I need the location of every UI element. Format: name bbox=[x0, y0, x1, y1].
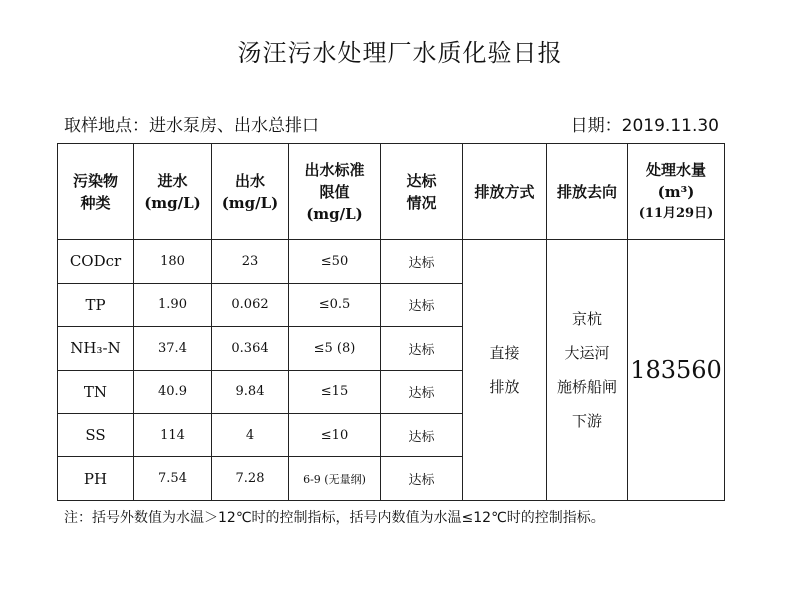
water-quality-table bbox=[57, 143, 725, 501]
sampling-location: 取样地点：进水泵房、出水总排口 bbox=[64, 116, 319, 136]
limit-value: ≤50 bbox=[289, 240, 381, 283]
pollutant-name: CODcr bbox=[58, 240, 134, 283]
limit-value: 6-9 (无量纲) bbox=[289, 457, 381, 501]
status-value: 达标 bbox=[381, 240, 463, 283]
inflow-value: 114 bbox=[134, 414, 212, 457]
outflow-value: 0.364 bbox=[212, 327, 289, 370]
table-row bbox=[58, 240, 725, 283]
report-date: 日期：2019.11.30 bbox=[570, 116, 719, 136]
outflow-value: 7.28 bbox=[212, 457, 289, 501]
limit-value: ≤15 bbox=[289, 370, 381, 413]
header-status: 达标 情况 bbox=[381, 144, 463, 240]
discharge-destination: 京杭 大运河 施桥船闸 下游 bbox=[547, 240, 628, 501]
pollutant-name: NH₃-N bbox=[58, 327, 134, 370]
page-title: 汤汪污水处理厂水质化验日报 bbox=[237, 39, 563, 67]
outflow-value: 4 bbox=[212, 414, 289, 457]
limit-value: ≤5 (8) bbox=[289, 327, 381, 370]
treated-volume: 183560 bbox=[628, 240, 725, 501]
status-value: 达标 bbox=[381, 283, 463, 326]
discharge-method: 直接 排放 bbox=[463, 240, 547, 501]
header-standard: 出水标准 限值 (mg/L) bbox=[289, 144, 381, 240]
inflow-value: 1.90 bbox=[134, 283, 212, 326]
limit-value: ≤0.5 bbox=[289, 283, 381, 326]
inflow-value: 180 bbox=[134, 240, 212, 283]
header-inflow: 进水 (mg/L) bbox=[134, 144, 212, 240]
status-value: 达标 bbox=[381, 457, 463, 501]
outflow-value: 23 bbox=[212, 240, 289, 283]
header-volume: 处理水量 (m³) (11月29日) bbox=[628, 144, 725, 240]
inflow-value: 7.54 bbox=[134, 457, 212, 501]
pollutant-name: SS bbox=[58, 414, 134, 457]
status-value: 达标 bbox=[381, 414, 463, 457]
footnote: 注：括号外数值为水温＞12℃时的控制指标，括号内数值为水温≤12℃时的控制指标。 bbox=[64, 510, 605, 526]
status-value: 达标 bbox=[381, 327, 463, 370]
header-outflow: 出水 (mg/L) bbox=[212, 144, 289, 240]
header-discharge-method: 排放方式 bbox=[463, 144, 547, 240]
header-pollutant: 污染物 种类 bbox=[58, 144, 134, 240]
pollutant-name: TN bbox=[58, 370, 134, 413]
outflow-value: 9.84 bbox=[212, 370, 289, 413]
pollutant-name: TP bbox=[58, 283, 134, 326]
status-value: 达标 bbox=[381, 370, 463, 413]
header-row bbox=[58, 144, 725, 240]
pollutant-name: PH bbox=[58, 457, 134, 501]
inflow-value: 40.9 bbox=[134, 370, 212, 413]
inflow-value: 37.4 bbox=[134, 327, 212, 370]
header-discharge-destination: 排放去向 bbox=[547, 144, 628, 240]
outflow-value: 0.062 bbox=[212, 283, 289, 326]
limit-value: ≤10 bbox=[289, 414, 381, 457]
